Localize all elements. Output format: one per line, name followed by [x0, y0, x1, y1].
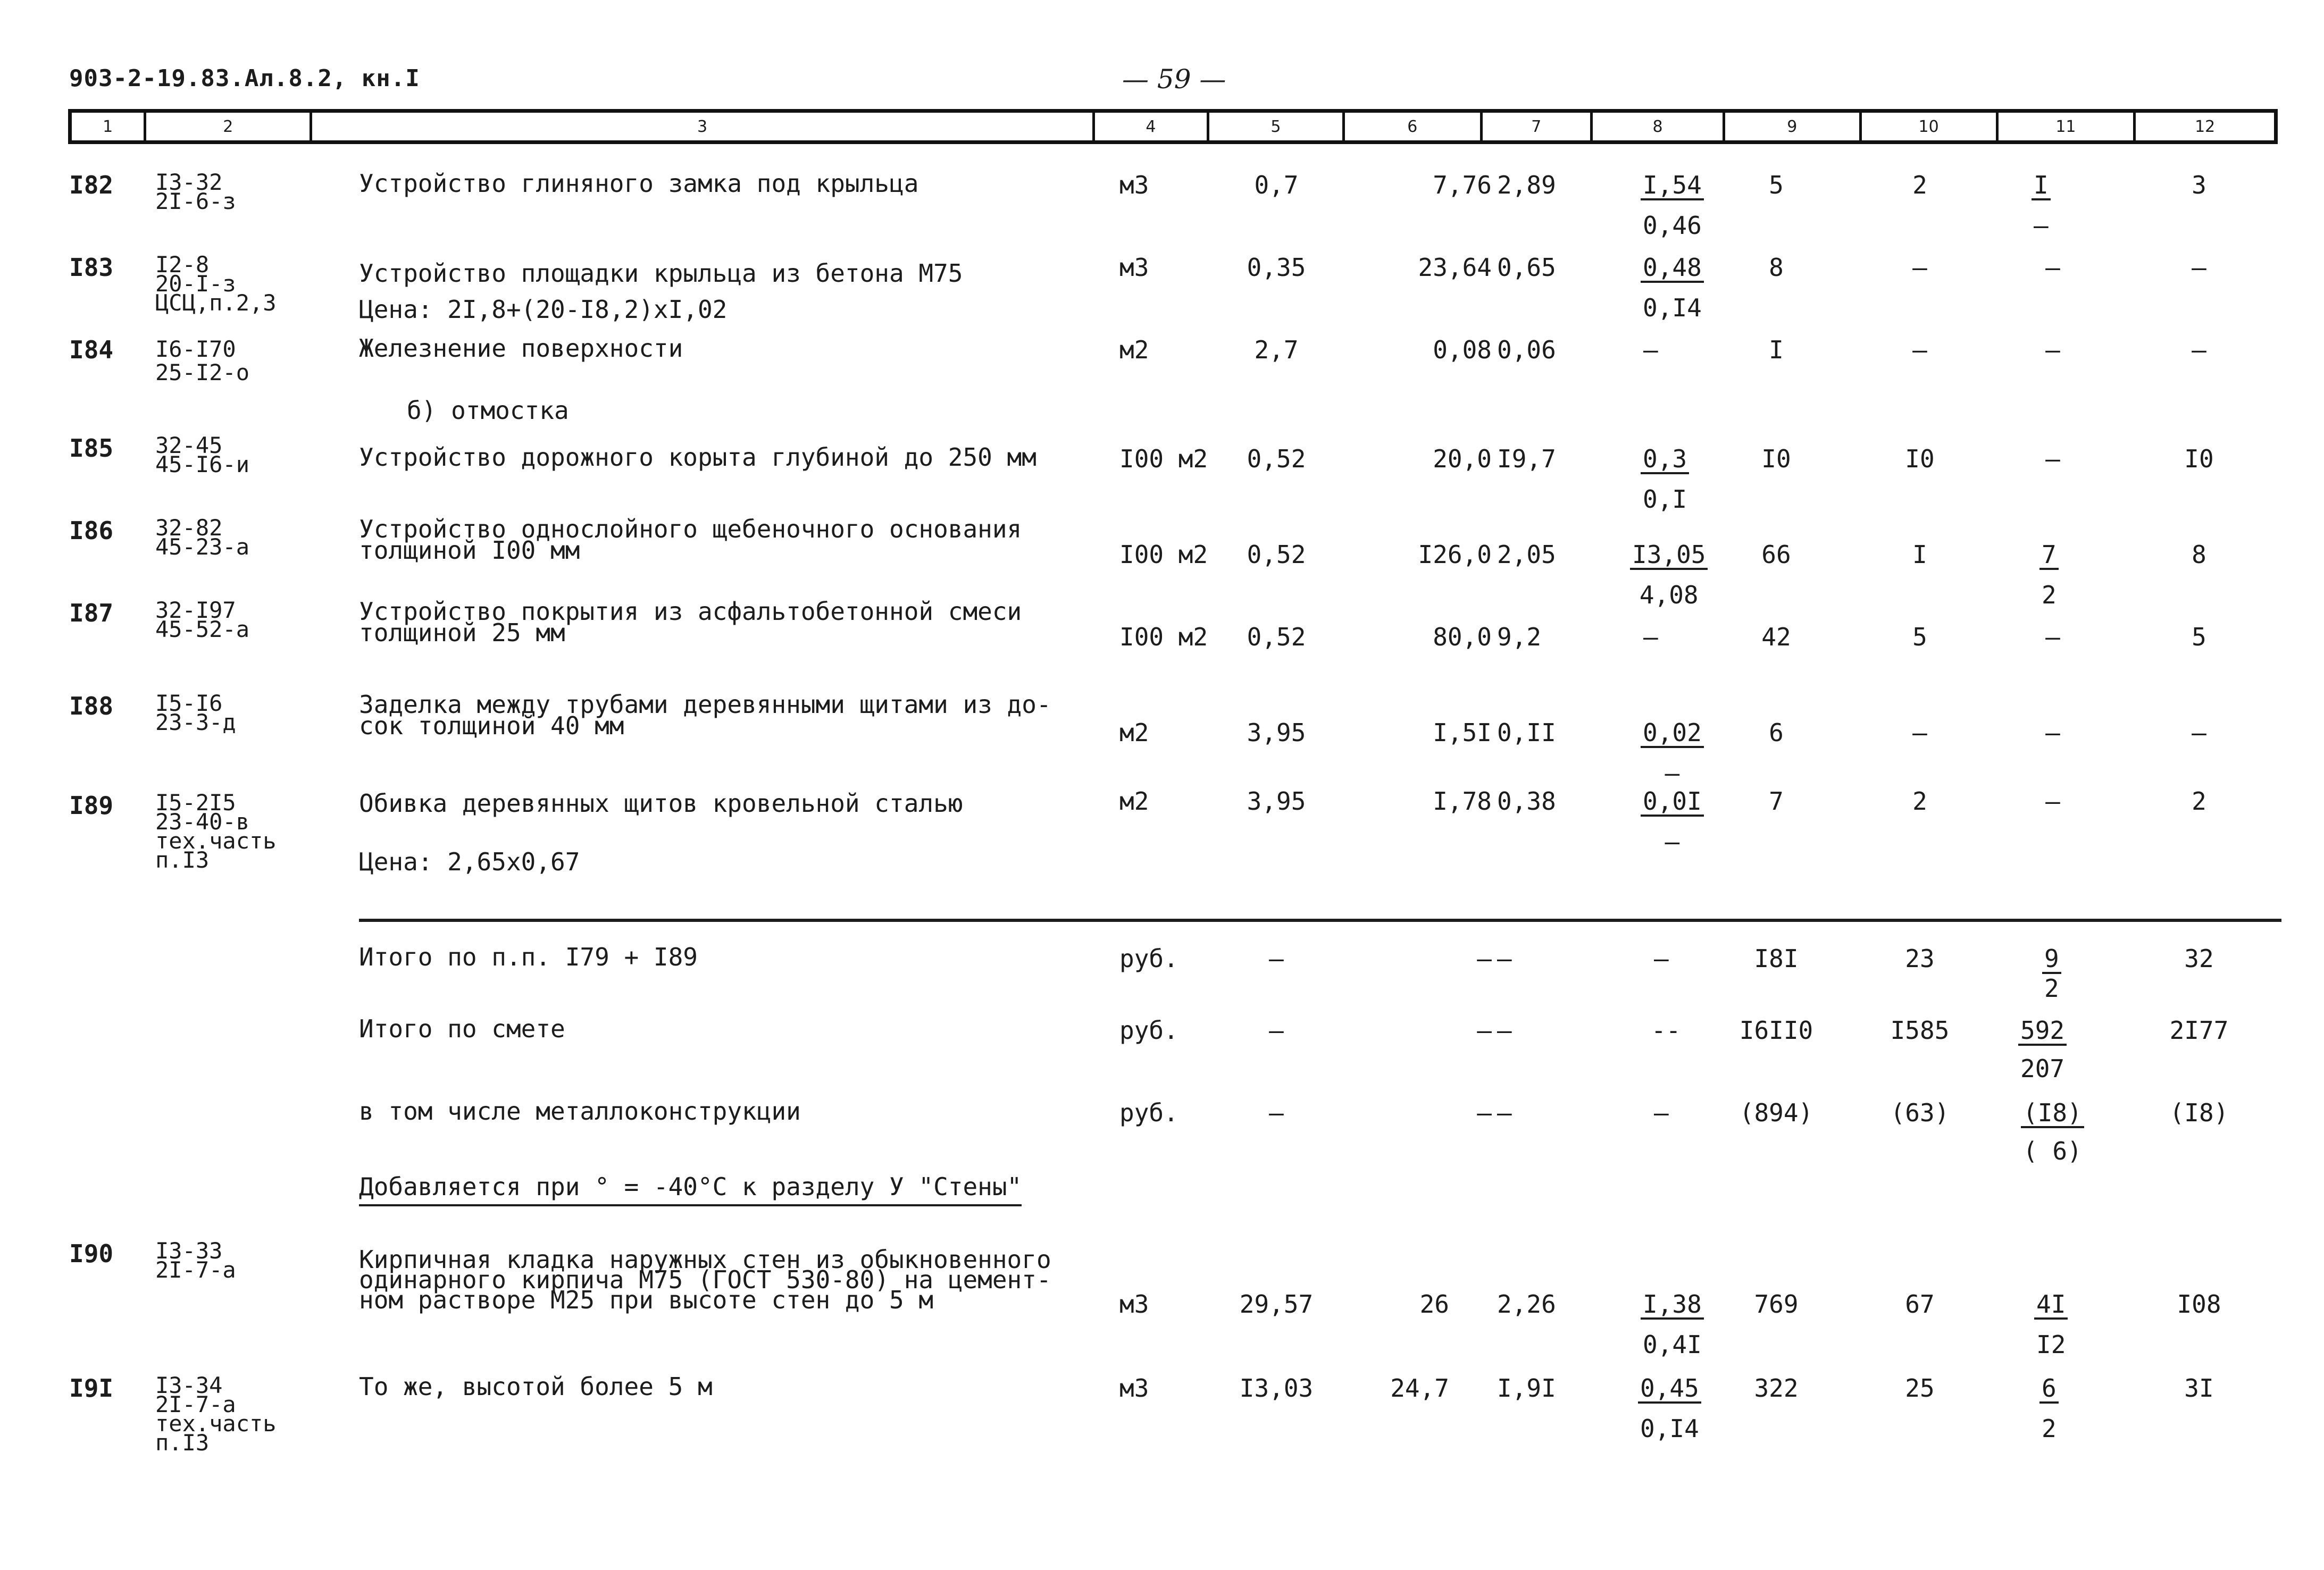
- col12-value: 2I77: [2169, 1016, 2229, 1045]
- col11-value: –: [2045, 787, 2060, 816]
- col6-value: 80,0: [1433, 623, 1492, 651]
- col11-fraction: [2018, 1018, 2067, 1081]
- norm-code: I3-32 2I-6-з: [155, 169, 236, 214]
- col7-value: 0,65: [1497, 253, 1556, 282]
- col12-value: 3I: [2184, 1374, 2214, 1403]
- quantity: 2,7: [1254, 335, 1299, 364]
- total-label: Итого по смете: [359, 1014, 565, 1043]
- col-header-5: 5: [1209, 113, 1345, 140]
- col11-value: –: [2045, 335, 2060, 364]
- quantity: 29,57: [1239, 1290, 1314, 1319]
- col7-value: I9,7: [1497, 444, 1556, 473]
- row-number: I87: [69, 599, 114, 627]
- col6-value: –: [1477, 1098, 1492, 1127]
- col11-top: 7: [2039, 542, 2059, 570]
- norm-code: 32-I97 45-52-а: [155, 597, 250, 642]
- col8-top: 0,48: [1641, 255, 1704, 283]
- work-description: Устройство покрытия из асфальтобетонной смеси толщиной 25 мм: [359, 597, 1022, 647]
- col7-value: 2,89: [1497, 171, 1556, 199]
- col10-value: I585: [1890, 1016, 1950, 1045]
- col12-value: 8: [2192, 540, 2206, 569]
- work-description: Устройство глиняного замка под крыльца: [359, 169, 919, 198]
- unit: м2: [1119, 718, 1149, 747]
- col12-value: –: [2192, 718, 2206, 747]
- work-description: Устройство площадки крыльца из бетона М75 Цена: 2I,8+(20-I8,2)xI,02: [359, 259, 963, 324]
- norm-code: 32-82 45-23-а: [155, 515, 250, 560]
- quantity: I3,03: [1239, 1374, 1314, 1403]
- col10-value: 2: [1912, 787, 1927, 816]
- col12-value: 3: [2192, 171, 2206, 199]
- col9-value: 8: [1769, 253, 1784, 282]
- unit: I00 м2: [1119, 623, 1208, 651]
- col-header-12: 12: [2195, 117, 2216, 136]
- row-number: I90: [69, 1239, 114, 1268]
- col11-value: –: [2045, 718, 2060, 747]
- col6-value: I26,0: [1418, 540, 1492, 569]
- col-header-3: 3: [312, 113, 1094, 140]
- col8-bottom: –: [1665, 759, 1680, 787]
- col12-value: 5: [2192, 623, 2206, 651]
- col-header-9: 9: [1725, 113, 1862, 140]
- col11-bottom: I2: [2036, 1330, 2066, 1359]
- doc-code: 903-2-19.83.Ал.8.2, кн.I: [69, 65, 420, 92]
- quantity: 0,7: [1254, 171, 1299, 199]
- col8-fraction: [1641, 720, 1704, 785]
- col7-value: 0,II: [1497, 718, 1556, 747]
- row-number: I9I: [69, 1374, 114, 1403]
- col8-fraction: [1641, 789, 1704, 854]
- total-label: Итого по п.п. I79 + I89: [359, 943, 698, 971]
- unit: I00 м2: [1119, 540, 1208, 569]
- col-header-2: 2: [146, 113, 312, 140]
- totals-divider: [359, 919, 2281, 922]
- col9-value: I8I: [1754, 944, 1799, 973]
- col-header-1: 1: [72, 113, 146, 140]
- col-header-4: 4: [1095, 113, 1209, 140]
- col12-value: I0: [2184, 444, 2214, 473]
- col10-value: 67: [1905, 1290, 1935, 1319]
- col8-bottom: 0,46: [1643, 211, 1702, 240]
- col7-value: 2,26: [1497, 1290, 1556, 1319]
- subsection-heading: б) отмостка: [407, 396, 569, 425]
- col6-value: 20,0: [1433, 444, 1492, 473]
- col8-value: –: [1643, 623, 1658, 651]
- col6-value: 23,64: [1418, 253, 1492, 282]
- col10-value: –: [1912, 335, 1927, 364]
- row-number: I86: [69, 516, 114, 545]
- col-header-6: 6: [1345, 113, 1483, 140]
- unit: м3: [1119, 171, 1149, 199]
- row-number: I82: [69, 171, 114, 199]
- row-number: I89: [69, 791, 114, 820]
- col8-value: --: [1651, 1016, 1681, 1045]
- unit: I00 м2: [1119, 444, 1208, 473]
- col8-top: I,54: [1641, 173, 1704, 200]
- col11-top: 592: [2018, 1018, 2067, 1046]
- col9-value: 322: [1754, 1374, 1799, 1403]
- col9-value: 7: [1769, 787, 1784, 816]
- col8-value: –: [1654, 944, 1669, 973]
- col8-bottom: –: [1665, 827, 1680, 856]
- col9-value: 66: [1761, 540, 1791, 569]
- col9-value: 769: [1754, 1290, 1799, 1319]
- col6-value: I,78: [1433, 787, 1492, 816]
- col8-top: 0,3: [1641, 447, 1689, 474]
- col-header-11: 11: [1999, 113, 2136, 140]
- col9-value: 6: [1769, 718, 1784, 747]
- unit: м2: [1119, 787, 1149, 816]
- col6-value: –: [1477, 944, 1492, 973]
- col9-value: I0: [1761, 444, 1791, 473]
- col10-value: 23: [1905, 944, 1935, 973]
- norm-code: I6-I70 25-I2-о: [155, 336, 250, 385]
- col8-fraction: [1641, 255, 1704, 320]
- col6-value: I,5I: [1433, 718, 1492, 747]
- addition-heading: Добавляется при ° = -40°С к разделу У "Стены": [359, 1172, 1022, 1206]
- norm-code: I3-34 2I-7-а тех.часть п.I3: [155, 1372, 277, 1456]
- col9-value: I6II0: [1739, 1016, 1813, 1045]
- col11-value: –: [2045, 253, 2060, 282]
- col9-value: 42: [1761, 623, 1791, 651]
- col8-bottom: 0,I4: [1643, 293, 1702, 322]
- col9-value: (894): [1739, 1098, 1813, 1127]
- col11-bottom: –: [2034, 211, 2049, 240]
- work-description: То же, высотой более 5 м: [359, 1372, 713, 1401]
- total-label: в том числе металлоконструкции: [359, 1097, 801, 1126]
- col7-value: 0,06: [1497, 335, 1556, 364]
- quantity: 0,35: [1247, 253, 1306, 282]
- col8-bottom: 0,I4: [1640, 1414, 1699, 1443]
- col11-top: 6: [2039, 1376, 2059, 1404]
- col11-top: (I8): [2021, 1101, 2084, 1128]
- col7-value: –: [1497, 944, 1512, 973]
- quantity: 3,95: [1247, 718, 1306, 747]
- col9-value: 5: [1769, 171, 1784, 199]
- col10-value: (63): [1890, 1098, 1950, 1127]
- col10-value: I0: [1905, 444, 1935, 473]
- col6-value: 24,7: [1390, 1374, 1449, 1403]
- unit: руб.: [1119, 944, 1178, 973]
- work-description: Кирпичная кладка наружных стен из обыкновенного одинарного кирпича М75 (ГОСТ 530-80) на цемент- ном растворе М25 при высоте стен до 5 м: [359, 1245, 1051, 1314]
- col9-value: I: [1769, 335, 1784, 364]
- unit: руб.: [1119, 1016, 1178, 1045]
- col7-value: 0,38: [1497, 787, 1556, 816]
- col7-value: 2,05: [1497, 540, 1556, 569]
- unit: м3: [1119, 1290, 1149, 1319]
- row-number: I85: [69, 434, 114, 463]
- col11-fraction: [2042, 946, 2061, 1001]
- col-header-7: 7: [1483, 113, 1593, 140]
- row-number: I84: [69, 335, 114, 364]
- work-description: Железнение поверхности: [359, 334, 683, 363]
- row-number: I83: [69, 253, 114, 282]
- quantity: –: [1269, 944, 1284, 973]
- col6-value: 26: [1419, 1290, 1449, 1319]
- col8-bottom: 4,08: [1639, 581, 1699, 609]
- col8-top: 0,0I: [1641, 789, 1704, 817]
- quantity: 0,52: [1247, 540, 1306, 569]
- col8-top: 0,02: [1641, 720, 1704, 748]
- col10-value: –: [1912, 253, 1927, 282]
- col11-bottom: 2: [2044, 974, 2059, 1003]
- col6-value: 7,76: [1433, 171, 1492, 199]
- col8-bottom: 0,I: [1643, 485, 1687, 514]
- quantity: –: [1269, 1016, 1284, 1045]
- col6-value: –: [1477, 1016, 1492, 1045]
- row-number: I88: [69, 692, 114, 720]
- col11-fraction: [2034, 1292, 2068, 1357]
- norm-code: I3-33 2I-7-а: [155, 1238, 236, 1283]
- col-header-8: 8: [1593, 113, 1725, 140]
- col7-value: –: [1497, 1098, 1512, 1127]
- col7-value: –: [1497, 1016, 1512, 1045]
- quantity: 0,52: [1247, 623, 1306, 651]
- col11-top: I: [2032, 173, 2051, 200]
- col11-bottom: 207: [2020, 1054, 2065, 1083]
- col12-value: 32: [2184, 944, 2214, 973]
- col8-fraction: [1641, 444, 1689, 514]
- col7-value: 9,2: [1497, 623, 1542, 651]
- quantity: 0,52: [1247, 444, 1306, 473]
- col11-fraction: [2021, 1098, 2084, 1165]
- col11-bottom: 2: [2042, 581, 2057, 609]
- col11-bottom: ( 6): [2023, 1137, 2082, 1165]
- norm-code: I5-2I5 23-40-в тех.часть п.I3: [155, 790, 277, 873]
- col8-fraction: [1638, 1376, 1701, 1441]
- col12-value: –: [2192, 335, 2206, 364]
- col8-fraction: [1641, 173, 1704, 238]
- col11-top: 9: [2042, 946, 2061, 974]
- col6-value: 0,08: [1433, 335, 1492, 364]
- col8-top: I3,05: [1630, 542, 1708, 570]
- norm-code: I2-8 20-I-з ЦСЦ,п.2,3: [155, 251, 277, 316]
- work-description: Обивка деревянных щитов кровельной сталью Цена: 2,65x0,67: [359, 789, 963, 876]
- work-description: Устройство дорожного корыта глубиной до 250 мм: [359, 443, 1036, 472]
- col8-top: I,38: [1641, 1292, 1704, 1320]
- work-description: Устройство однослойного щебеночного основания толщиной I00 мм: [359, 515, 1022, 565]
- col11-value: –: [2045, 444, 2060, 473]
- col12-value: (I8): [2169, 1098, 2229, 1127]
- col11-bottom: 2: [2042, 1414, 2057, 1443]
- col12-value: 2: [2192, 787, 2206, 816]
- page-number: — 59 —: [1122, 64, 1226, 95]
- col8-fraction: [1630, 542, 1708, 607]
- unit: м2: [1119, 335, 1149, 364]
- col12-value: –: [2192, 253, 2206, 282]
- col8-fraction: [1641, 1292, 1704, 1357]
- quantity: –: [1269, 1098, 1284, 1127]
- col8-value: –: [1643, 335, 1658, 364]
- col12-value: I08: [2177, 1290, 2221, 1319]
- col7-value: I,9I: [1497, 1374, 1556, 1403]
- unit: м3: [1119, 253, 1149, 282]
- unit: руб.: [1119, 1098, 1178, 1127]
- col8-top: 0,45: [1638, 1376, 1701, 1404]
- norm-code: 32-45 45-I6-и: [155, 432, 250, 477]
- col10-value: 2: [1912, 171, 1927, 199]
- norm-code: I5-I6 23-3-д: [155, 690, 236, 735]
- col11-top: 4I: [2034, 1292, 2068, 1320]
- col11-fraction: [2039, 542, 2059, 607]
- col8-bottom: 0,4I: [1643, 1330, 1702, 1359]
- col11-fraction: [2039, 1376, 2059, 1441]
- col-header-10: 10: [1862, 113, 1999, 140]
- unit: м3: [1119, 1374, 1149, 1403]
- col11-fraction: [2032, 173, 2051, 238]
- col11-value: –: [2045, 623, 2060, 651]
- col10-value: 5: [1912, 623, 1927, 651]
- col10-value: 25: [1905, 1374, 1935, 1403]
- col10-value: –: [1912, 718, 1927, 747]
- work-description: Заделка между трубами деревянными щитами из до- сок толщиной 40 мм: [359, 690, 1051, 740]
- quantity: 3,95: [1247, 787, 1306, 816]
- col8-value: –: [1654, 1098, 1669, 1127]
- col10-value: I: [1912, 540, 1927, 569]
